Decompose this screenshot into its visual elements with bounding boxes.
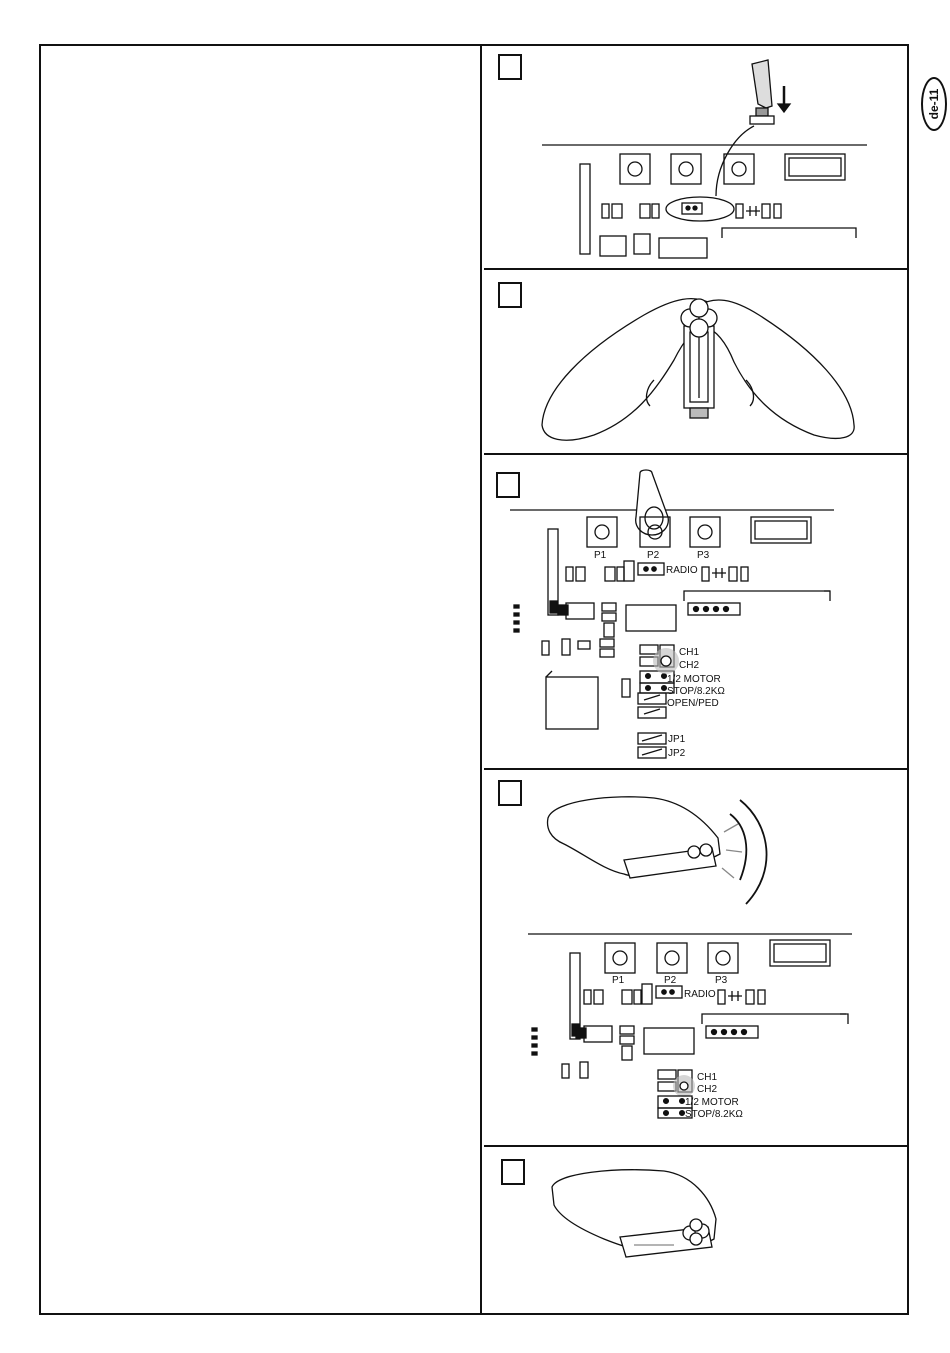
- jumper-label-ch1: CH1: [679, 647, 700, 658]
- jumper-label-ch2: CH2: [679, 660, 700, 671]
- step-1-illustration: [484, 46, 909, 270]
- panel4-button-label-p3: P3: [715, 975, 728, 986]
- step-4-illustration: [484, 770, 909, 1147]
- step-panel-5: [484, 1147, 909, 1315]
- panel4-button-label-p1: P1: [612, 975, 625, 986]
- jumper-label-stop: STOP/8.2KΩ: [667, 686, 725, 697]
- panel4-jumper-label-ch1: CH1: [697, 1072, 718, 1083]
- text-column: [41, 46, 482, 1313]
- button-label-p3: P3: [697, 550, 710, 561]
- button-label-p2: P2: [647, 550, 660, 561]
- jumper-label-motor: 1/2 MOTOR: [667, 674, 721, 685]
- step-3-illustration: [484, 455, 909, 770]
- button-label-p1: P1: [594, 550, 607, 561]
- jumper-label-open: OPEN/PED: [667, 698, 719, 709]
- jp1-label: JP1: [668, 734, 686, 745]
- step-panel-2: [484, 270, 909, 455]
- step-panel-1: [484, 46, 909, 270]
- page-number-label: de-11: [927, 88, 941, 120]
- jp2-label: JP2: [668, 748, 686, 759]
- panel4-radio-label: RADIO: [684, 989, 716, 1000]
- step-panel-3: [484, 455, 909, 770]
- page-number-badge: [921, 77, 947, 131]
- instruction-frame: [39, 44, 909, 1315]
- radio-label: RADIO: [666, 565, 698, 576]
- panel4-jumper-label-ch2: CH2: [697, 1084, 718, 1095]
- panel4-button-label-p2: P2: [664, 975, 677, 986]
- step-5-illustration: [484, 1147, 909, 1315]
- step-panel-4: [484, 770, 909, 1147]
- panel4-jumper-label-motor: 1/2 MOTOR: [685, 1097, 739, 1108]
- step-2-illustration: [484, 270, 909, 455]
- panel4-jumper-label-stop: STOP/8.2KΩ: [685, 1109, 743, 1120]
